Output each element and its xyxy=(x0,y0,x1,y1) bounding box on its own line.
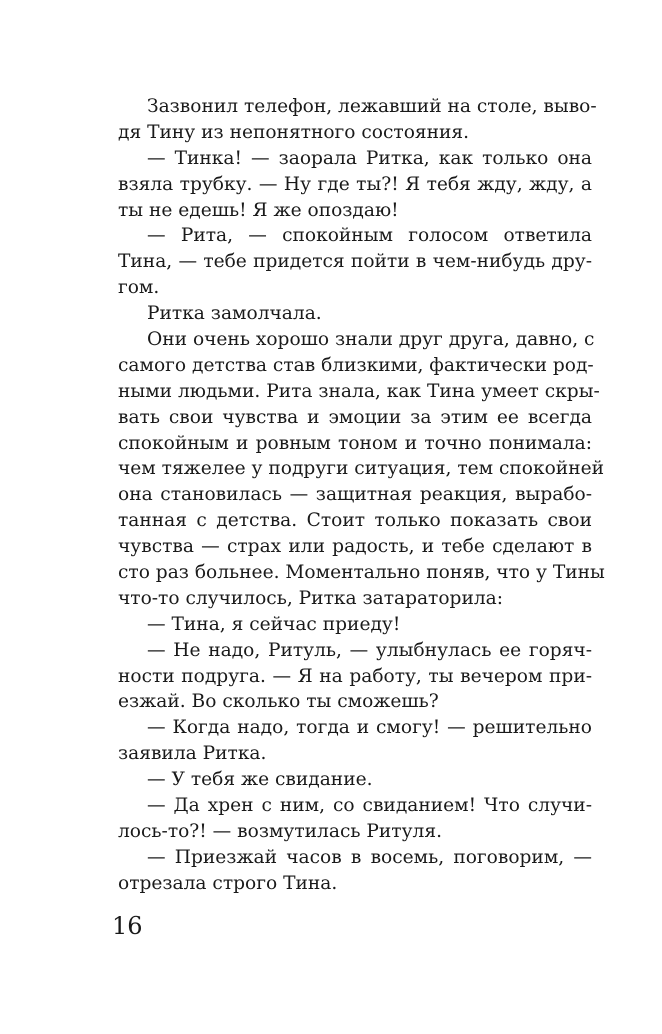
text-line: — Да хрен с ним, со свиданием! Что случи- xyxy=(147,795,592,817)
body-text xyxy=(118,94,605,897)
text-line: — Рита, — спокойным голосом ответила xyxy=(147,225,592,247)
text-line: гом. xyxy=(118,277,160,299)
text-line: ности подруга. — Я на работу, ты вечером при- xyxy=(118,665,592,687)
text-line: ты не едешь! Я же опоздаю! xyxy=(118,199,399,221)
text-line: дя Тину из непонятного состояния. xyxy=(118,121,470,143)
text-line: — Не надо, Ритуль, — улыбнулась ее горяч- xyxy=(147,639,592,661)
text-line: что-то случилось, Ритка затараторила: xyxy=(118,587,503,609)
text-line: она становилась — защитная реакция, вырабо- xyxy=(118,484,592,506)
text-line: чувства — страх или радость, и тебе сделают в xyxy=(118,536,592,558)
text-line: — У тебя же свидание. xyxy=(147,769,373,791)
text-line: Зазвонил телефон, лежавший на столе, выво- xyxy=(147,96,597,117)
text-line: лось-то?! — возмутилась Ритуля. xyxy=(118,820,442,842)
text-line: танная с детства. Стоит только показать свои xyxy=(118,510,592,532)
text-line: отрезала строго Тина. xyxy=(118,872,338,894)
text-line: — Приезжай часов в восемь, поговорим, — xyxy=(147,846,592,868)
text-line: чем тяжелее у подруги ситуация, тем спокойней xyxy=(118,458,604,480)
text-line: заявила Ритка. xyxy=(118,743,267,765)
text-line: вать свои чувства и эмоции за этим ее всегда xyxy=(118,406,592,428)
text-line: сто раз больнее. Моментально поняв, что у Тины xyxy=(118,562,605,584)
text-line: — Когда надо, тогда и смогу! — решительно xyxy=(147,717,592,739)
text-line: самого детства став близкими, фактически род- xyxy=(118,354,594,376)
text-line: езжай. Во сколько ты сможешь? xyxy=(118,691,439,713)
text-line: Они очень хорошо знали друг друга, давно, с xyxy=(147,329,595,351)
text-line: ными людьми. Рита знала, как Тина умеет скры- xyxy=(118,380,600,402)
text-line: спокойным и ровным тоном и точно понимала: xyxy=(118,432,592,454)
page-number: 16 xyxy=(112,912,143,940)
text-line: взяла трубку. — Ну где ты?! Я тебя жду, жду, а xyxy=(118,173,592,195)
text-line: — Тинка! — заорала Ритка, как только она xyxy=(147,147,592,169)
text-line: Ритка замолчала. xyxy=(147,303,322,325)
text-line: — Тина, я сейчас приеду! xyxy=(147,613,401,635)
text-line: Тина, — тебе придется пойти в чем-нибудь дру- xyxy=(118,251,592,273)
